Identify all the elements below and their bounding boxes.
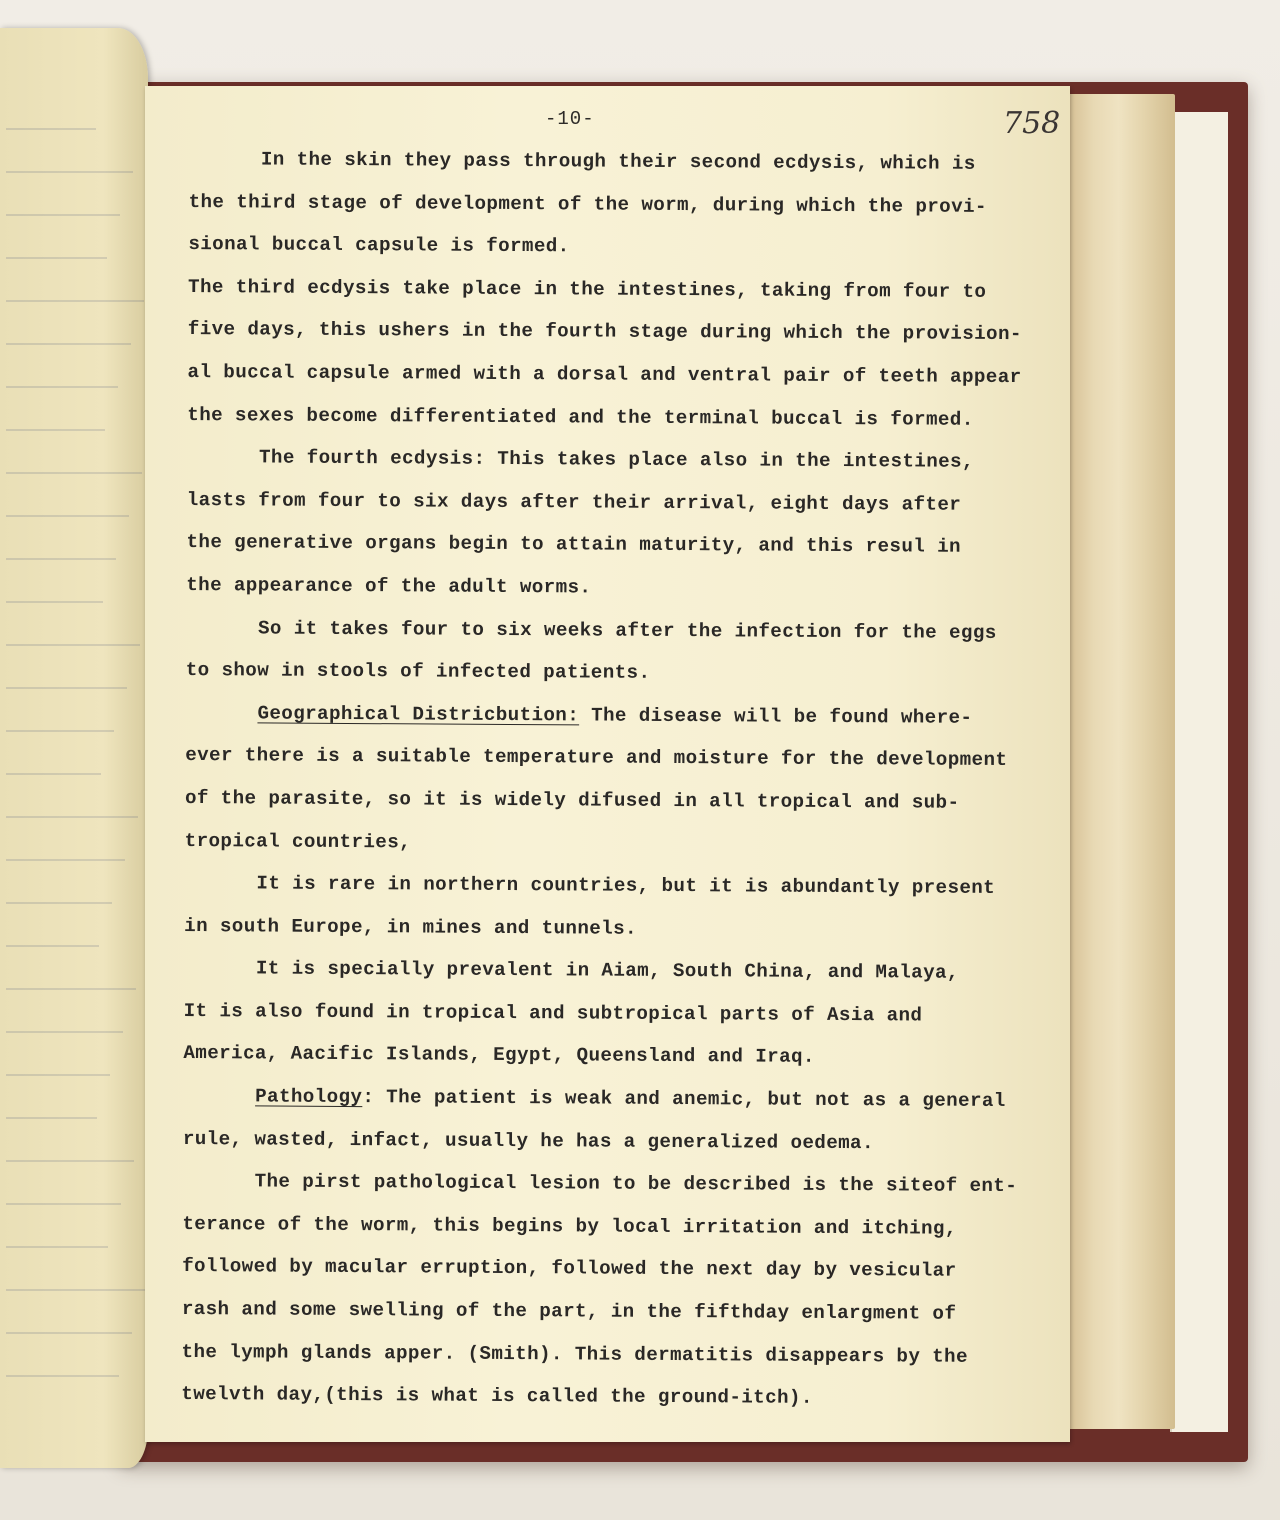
line-text: the third stage of development of the worm, during which the provi- xyxy=(188,190,987,218)
text-line xyxy=(188,308,1048,356)
line-text: rash and some swelling of the part, in the fifthday enlargment of xyxy=(181,1298,957,1325)
text-line xyxy=(182,1160,1042,1208)
line-text: terance of the worm, this begins by local irritation and itching, xyxy=(182,1212,957,1240)
line-text: The disease will be found where- xyxy=(579,704,973,729)
facing-page-line xyxy=(6,171,133,173)
facing-page-left xyxy=(0,28,148,1468)
facing-page-line xyxy=(6,1246,108,1248)
text-line xyxy=(188,266,1048,314)
line-text: The pirst pathological lesion to be described is the siteof ent- xyxy=(254,1170,1018,1198)
line-text: the sexes become differentiated and the terminal buccal is formed. xyxy=(187,403,974,431)
line-text: So it takes four to six weeks after the infection for the eggs xyxy=(257,616,997,644)
text-line xyxy=(183,1075,1043,1123)
facing-page-line xyxy=(6,816,138,818)
text-line xyxy=(186,521,1046,569)
facing-page-line xyxy=(6,1117,97,1119)
line-text: It is rare in northern countries, but it is abundantly present xyxy=(256,872,996,900)
text-line xyxy=(181,1331,1041,1379)
facing-page-line xyxy=(6,257,107,259)
text-line xyxy=(187,351,1047,399)
text-line xyxy=(181,1373,1041,1421)
facing-page-line xyxy=(6,1074,110,1076)
facing-page-line xyxy=(6,644,140,646)
section-heading: Pathology xyxy=(255,1085,363,1109)
facing-page-line xyxy=(6,128,96,130)
text-line xyxy=(189,138,1049,186)
line-text: tropical countries, xyxy=(184,829,412,853)
line-text: The third ecdysis take place in the intestines, taking from four to xyxy=(188,275,987,303)
facing-page-line xyxy=(6,1375,119,1377)
line-text: It is also found in tropical and subtropical parts of Asia and xyxy=(183,999,923,1027)
facing-page-line xyxy=(6,1031,123,1033)
line-text: sional buccal capsule is formed. xyxy=(188,233,570,258)
line-text: The fourth ecdysis: This takes place also in the intestines, xyxy=(258,446,974,473)
text-line xyxy=(182,1203,1042,1251)
text-line xyxy=(185,819,1045,867)
line-text: It is specially prevalent in Aiam, South China, and Malaya, xyxy=(255,957,959,984)
facing-page-line xyxy=(6,558,116,560)
facing-page-line xyxy=(6,1160,134,1162)
text-line xyxy=(182,1288,1042,1336)
inside-back-board xyxy=(1170,112,1228,1432)
line-text: followed by macular erruption, followed the next day by vesicular xyxy=(182,1255,957,1283)
facing-page-line xyxy=(6,1332,132,1334)
facing-page-line xyxy=(6,472,142,474)
text-line xyxy=(187,436,1047,484)
facing-page-line xyxy=(6,859,125,861)
line-text: In the skin they pass through their second ecdysis, which is xyxy=(260,148,976,175)
text-line xyxy=(185,734,1045,782)
line-text: twelvth day,(this is what is called the ground-itch). xyxy=(181,1383,813,1410)
line-text: in south Europe, in mines and tunnels. xyxy=(184,914,637,940)
line-text: America, Aacific Islands, Egypt, Queensland and Iraq. xyxy=(183,1042,815,1069)
text-line xyxy=(185,777,1045,825)
text-line xyxy=(184,862,1044,910)
line-text: the generative organs begin to attain maturity, and this resul in xyxy=(186,531,962,559)
facing-page-line xyxy=(6,902,112,904)
line-text: ever there is a suitable temperature and moisture for the development xyxy=(185,744,1008,772)
line-text: al buccal capsule armed with a dorsal and ventral pair of teeth appear xyxy=(187,360,1022,389)
line-text: five days, this ushers in the fourth stage during which the provision- xyxy=(187,318,1022,346)
facing-page-line xyxy=(6,214,120,216)
facing-page-line xyxy=(6,988,136,990)
facing-page-line xyxy=(6,1289,145,1291)
facing-page-line xyxy=(6,945,99,947)
facing-page-line xyxy=(6,386,118,388)
facing-page-line xyxy=(6,1203,121,1205)
line-text: the lymph glands apper. (Smith). This dermatitis disappears by the xyxy=(181,1340,968,1368)
text-line xyxy=(188,223,1048,271)
facing-page-line xyxy=(6,343,131,345)
text-line xyxy=(186,649,1046,697)
facing-page-line xyxy=(6,300,144,302)
page-number: -10- xyxy=(545,108,595,130)
facing-page-line xyxy=(6,601,103,603)
section-heading: Geographical Districbution: xyxy=(257,702,580,727)
text-line xyxy=(184,905,1044,953)
line-text: rule, wasted, infact, usually he has a generalized oedema. xyxy=(182,1127,874,1154)
facing-page-line xyxy=(6,687,127,689)
handwritten-folio-number: 758 xyxy=(1003,106,1061,141)
text-line xyxy=(183,1032,1043,1080)
line-text: : The patient is weak and anemic, but not as a general xyxy=(362,1086,1006,1113)
facing-page-line xyxy=(6,429,105,431)
text-line xyxy=(188,181,1048,229)
facing-page-line xyxy=(6,515,129,517)
text-line xyxy=(186,564,1046,612)
facing-page-line xyxy=(6,773,101,775)
text-line xyxy=(182,1245,1042,1293)
text-line xyxy=(183,1118,1043,1166)
typed-page xyxy=(145,86,1070,1442)
text-line xyxy=(185,692,1045,740)
typed-body-text xyxy=(181,138,1049,1421)
text-line xyxy=(184,947,1044,995)
text-line xyxy=(187,394,1047,442)
line-text: of the parasite, so it is widely difused in all tropical and sub- xyxy=(184,786,960,814)
facing-page-line xyxy=(6,730,114,732)
text-line xyxy=(186,607,1046,655)
text-line xyxy=(184,990,1044,1038)
text-line xyxy=(187,479,1047,527)
line-text: the appearance of the adult worms. xyxy=(186,573,592,599)
line-text: lasts from four to six days after their arrival, eight days after xyxy=(186,488,962,516)
line-text: to show in stools of infected patients. xyxy=(185,659,651,684)
